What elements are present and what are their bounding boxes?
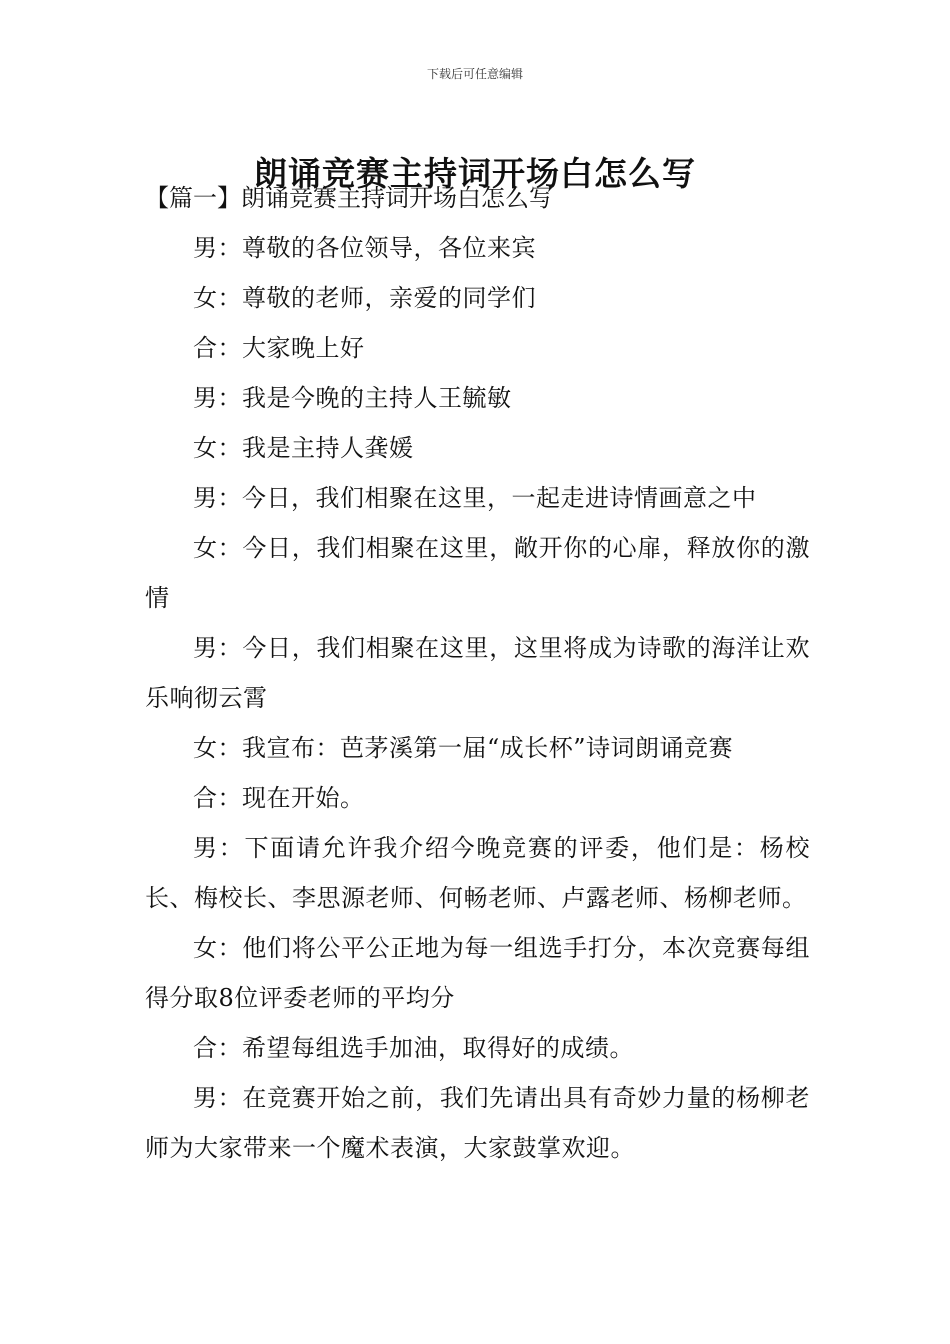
paragraph-11: 男：下面请允许我介绍今晚竞赛的评委，他们是：杨校长、梅校长、李思源老师、何畅老师、卢露老师、杨柳老师。 <box>145 834 810 912</box>
paragraph-5: 女：我是主持人龚媛 <box>193 434 414 462</box>
section-heading: 【篇一】朗诵竞赛主持词开场白怎么写 <box>145 184 553 212</box>
paragraph-6: 男：今日，我们相聚在这里，一起走进诗情画意之中 <box>193 484 757 512</box>
paragraph-13: 合：希望每组选手加油，取得好的成绩。 <box>193 1034 634 1062</box>
document-title: 朗诵竞赛主持词开场白怎么写 <box>254 154 696 194</box>
paragraph-2: 女：尊敬的老师，亲爱的同学们 <box>193 284 536 312</box>
paragraph-14: 男：在竞赛开始之前，我们先请出具有奇妙力量的杨柳老师为大家带来一个魔术表演，大家鼓掌欢迎。 <box>145 1084 810 1162</box>
page-header-note: 下载后可任意编辑 <box>426 67 523 81</box>
paragraph-10: 合：现在开始。 <box>193 784 365 812</box>
paragraph-12: 女：他们将公平公正地为每一组选手打分，本次竞赛每组得分取8位评委老师的平均分 <box>145 934 810 1012</box>
paragraph-7: 女：今日，我们相聚在这里，敞开你的心扉，释放你的激情 <box>145 534 810 612</box>
paragraph-8: 男：今日，我们相聚在这里，这里将成为诗歌的海洋让欢乐响彻云霄 <box>145 634 810 712</box>
document-body <box>145 173 810 1173</box>
paragraph-4: 男：我是今晚的主持人王毓敏 <box>193 384 512 412</box>
paragraph-9: 女：我宣布：芭茅溪第一届“成长杯”诗词朗诵竞赛 <box>193 734 734 762</box>
paragraph-1: 男：尊敬的各位领导，各位来宾 <box>193 234 536 262</box>
paragraph-3: 合：大家晚上好 <box>193 334 365 362</box>
